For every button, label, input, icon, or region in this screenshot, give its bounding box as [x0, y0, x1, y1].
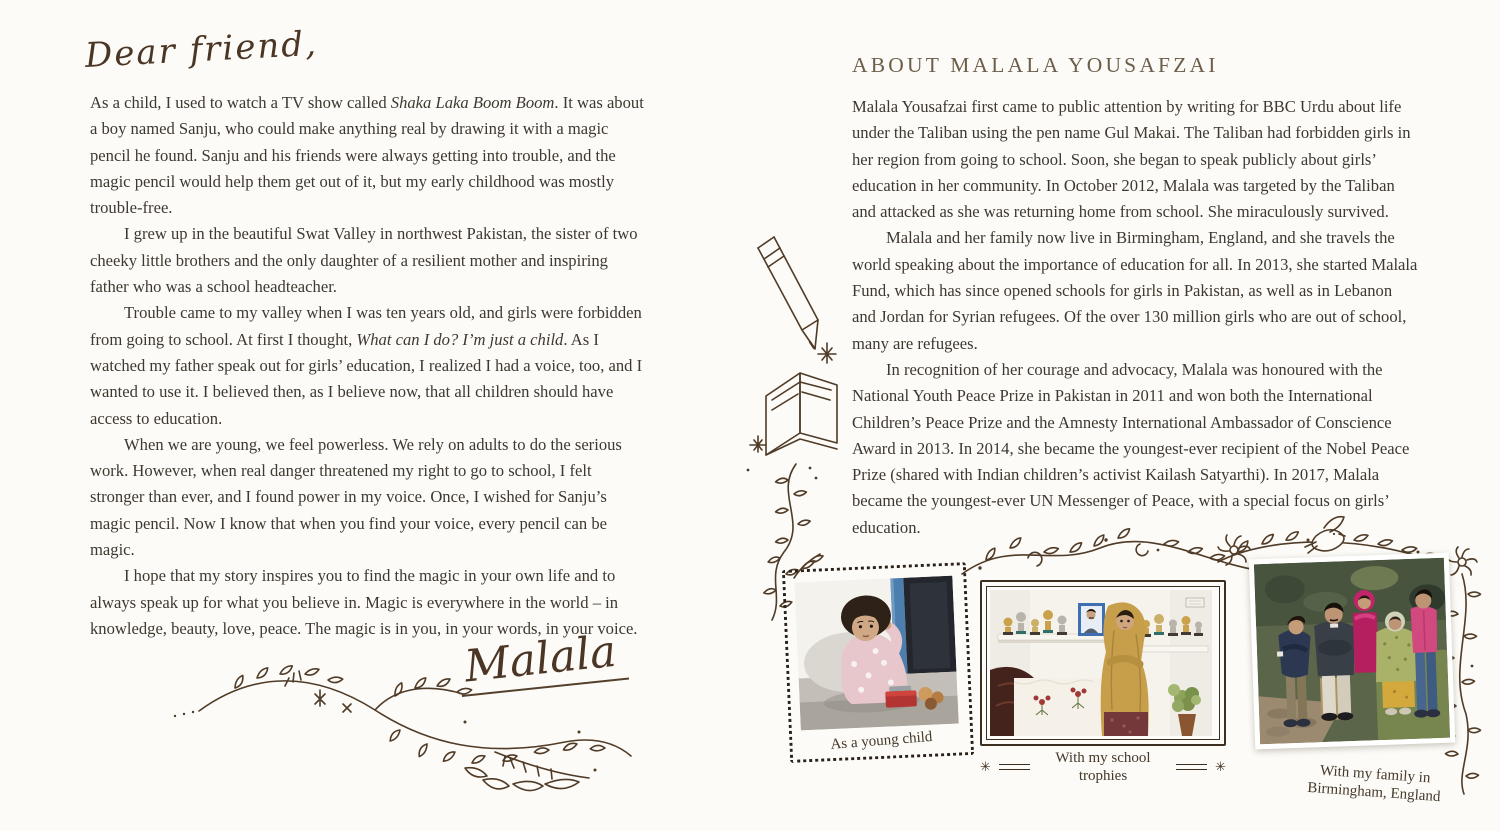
paragraph: Malala Yousafzai first came to public attention by writing for BBC Urdu about life under the Taliban using the pen name Gul Makai. The Taliban had forbidden girls in her region from going to school. Soon, she began to speak publicly about girls’ education in her community. In October 2012, Malala was targeted by the Taliban and attacked as she was returning home from school. She miraculously survived. — [852, 97, 1411, 222]
photo-family — [1249, 553, 1456, 750]
photo-caption: As a young child — [829, 728, 933, 753]
hand-drawn-frame — [980, 580, 1226, 746]
corner-floret: ✳ — [1215, 759, 1226, 775]
paragraph: Trouble came to my valley when I was ten years old, and girls were forbidden from going to school. At first I thought, What can I do? I’m just a child. As I watched my father speak out for girls’ education, I realized I had a voice, too, and I wanted to use it. I believed then, as I believe now, that all children should have access to education. — [90, 303, 643, 428]
about-heading: ABOUT MALALA YOUSAFZAI — [852, 53, 1219, 77]
about-body — [852, 94, 1420, 541]
paragraph: I grew up in the beautiful Swat Valley in northwest Pakistan, the sister of two cheeky little brothers and the only daughter of a resilient mother and inspiring father who was a school headteacher. — [90, 224, 638, 297]
paragraph: Malala and her family now live in Birmingham, England, and she travels the world speaking about the importance of education for all. In 2013, she started Malala Fund, which has since opened schools for girls in Pakistan, as well as in Lebanon and Jordan for Syrian refugees. Of the over 130 million girls who are out of school, many are refugees. — [852, 228, 1418, 353]
letter-body — [90, 90, 644, 642]
salutation-handwriting: Dear friend, — [84, 23, 319, 76]
corner-floret: ✳ — [980, 759, 991, 775]
photo-young-child — [782, 562, 974, 763]
school-trophies-photo-image — [990, 590, 1212, 736]
caption-dash — [999, 764, 1031, 770]
photo-school-trophies — [980, 580, 1226, 785]
signature-handwriting: Malala — [456, 625, 629, 697]
photo-caption: With my school trophies — [1055, 750, 1151, 784]
paragraph: As a child, I used to watch a TV show called Shaka Laka Boom Boom. It was about a boy named Sanju, who could make anything real by drawing it with a magic pencil he found. Sanju and his friends were always getting into trouble, and the magic pencil would help them get out of it, but my early childhood was mostly trouble-free. — [90, 93, 644, 218]
family-photo-image — [1254, 558, 1450, 745]
paragraph: When we are young, we feel powerless. We rely on adults to do the serious work. However, when real danger threatened my right to go to school, I felt stronger than ever, and I found power in my voice. Once, I wished for Sanju’s magic pencil. Now I know that when you find your voice, every pencil can be magic. — [90, 434, 622, 560]
dove-icon — [1305, 517, 1345, 553]
paragraph: In recognition of her courage and advocacy, Malala was honoured with the National Youth Peace Prize in Pakistan in 2011 and won both the International Children’s Peace Prize and the Amnesty International Ambassador of Conscience Award in 2013. In 2014, she became the youngest-ever recipient of the Nobel Peace Prize (shared with Indian children’s activist Kailash Satyarthi). In 2017, Malala became the youngest-ever UN Messenger of Peace, with a special focus on girls’ education. — [852, 359, 1410, 537]
caption-dash — [1176, 764, 1208, 770]
photo-caption: With my family in Birmingham, England — [1306, 762, 1441, 806]
paragraph: I hope that my story inspires you to find the magic in your own life and to always speak up for what you believe in. Magic is everywhere in the world – in knowledge, beauty, love, peace. The magic is in you, in your words, in your voice. — [90, 566, 638, 638]
young-child-photo-image — [794, 576, 958, 731]
